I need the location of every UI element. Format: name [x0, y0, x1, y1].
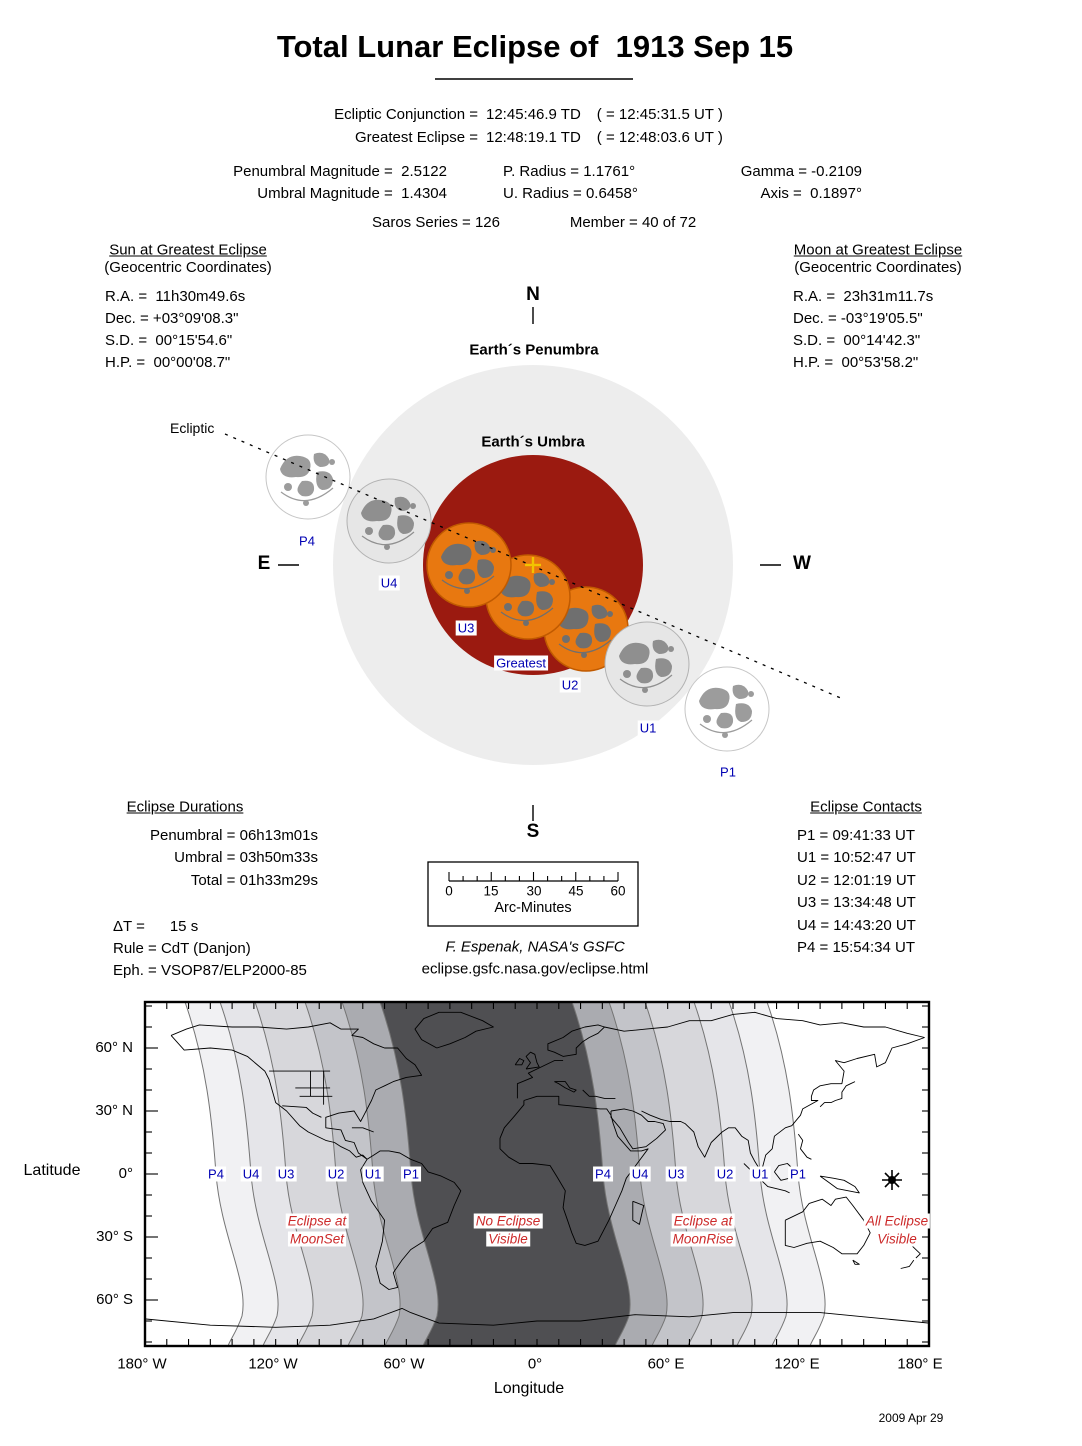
subsolar-sun-icon [882, 1170, 902, 1190]
lat-60n: 60° N [95, 1039, 133, 1056]
contact-time-u4: U4 = 14:43:20 UT [797, 917, 916, 934]
moon-heading: Moon at Greatest Eclipse [793, 241, 963, 259]
penumbral-radius: P. Radius = 1.1761° [503, 163, 636, 180]
scale-tick-0: 0 [445, 883, 453, 899]
moon-subheading: (Geocentric Coordinates) [794, 259, 962, 276]
contact-label-u4: U4 [380, 575, 398, 591]
contact-time-u3: U3 = 13:34:48 UT [797, 894, 916, 911]
contact-label-u2: U2 [561, 677, 579, 693]
annotation-moonset-2: MoonSet [289, 1231, 345, 1247]
moon-hp: H.P. = 00°53'58.2" [793, 354, 919, 371]
lat-30s: 30° S [96, 1228, 133, 1245]
annotation-moonset-1: Eclipse at [287, 1213, 347, 1229]
umbra-label: Earth´s Umbra [481, 433, 585, 451]
map-zone-right-u3: U3 [667, 1166, 685, 1182]
contact-time-p4: P4 = 15:54:34 UT [797, 939, 915, 956]
contact-label-greatest: Greatest [496, 655, 546, 671]
scale-tick-45: 45 [568, 883, 584, 899]
sun-sd: S.D. = 00°15'54.6" [105, 332, 233, 349]
credit-url: eclipse.gsfc.nasa.gov/eclipse.html [421, 960, 649, 978]
ecliptic-label: Ecliptic [170, 420, 215, 436]
ephemeris: Eph. = VSOP87/ELP2000-85 [113, 962, 307, 979]
contacts-heading: Eclipse Contacts [810, 798, 922, 816]
sun-hp: H.P. = 00°00'08.7" [105, 354, 231, 371]
conjunction-label: Ecliptic Conjunction = [334, 106, 478, 123]
lon-60w: 60° W [383, 1355, 425, 1373]
contact-label-u3: U3 [457, 620, 475, 636]
moon-u1 [605, 622, 689, 706]
east-label: E [257, 553, 271, 574]
sun-subheading: (Geocentric Coordinates) [104, 259, 272, 276]
date-stamp: 2009 Apr 29 [878, 1411, 944, 1425]
contact-time-u2: U2 = 12:01:19 UT [797, 872, 916, 889]
delta-t: ΔT = 15 s [113, 918, 199, 935]
lon-120e: 120° E [774, 1355, 820, 1373]
lat-30n: 30° N [95, 1102, 133, 1119]
map-zone-left-u1: U1 [364, 1166, 382, 1182]
map-zone-left-p4: P4 [208, 1166, 224, 1182]
south-label: S [526, 821, 540, 842]
penumbra-label: Earth´s Penumbra [469, 341, 599, 359]
penumbral-magnitude: Penumbral Magnitude = 2.5122 [233, 163, 447, 180]
duration-penumbral: Penumbral = 06h13m01s [149, 827, 318, 844]
contact-label-p4: P4 [299, 533, 315, 549]
durations-heading: Eclipse Durations [126, 798, 244, 816]
map-zone-left-u3: U3 [277, 1166, 295, 1182]
contact-time-p1: P1 = 09:41:33 UT [797, 827, 915, 844]
moon-p4 [266, 435, 350, 519]
saros-series: Saros Series = 126 [372, 214, 500, 231]
umbral-radius: U. Radius = 0.6458° [503, 185, 638, 202]
duration-total: Total = 01h33m29s [190, 872, 318, 889]
map-zone-right-u4: U4 [631, 1166, 649, 1182]
umbral-magnitude: Umbral Magnitude = 1.4304 [257, 185, 447, 202]
annotation-moonrise-1: Eclipse at [673, 1213, 733, 1229]
map-zone-right-u1: U1 [751, 1166, 769, 1182]
credit-author: F. Espenak, NASA's GSFC [445, 938, 625, 956]
lon-180e: 180° E [897, 1355, 943, 1373]
map-zone-right-p4: P4 [595, 1166, 611, 1182]
moon-ra: R.A. = 23h31m11.7s [793, 288, 934, 305]
lon-0: 0° [527, 1355, 543, 1373]
annotation-alleclipse-1: All Eclipse [865, 1213, 929, 1229]
saros-member: Member = 40 of 72 [569, 214, 697, 231]
greatest-ut: ( = 12:48:03.6 UT ) [596, 129, 723, 146]
greatest-label: Greatest Eclipse = [355, 129, 478, 146]
contact-label-p1: P1 [720, 764, 736, 780]
duration-umbral: Umbral = 03h50m33s [174, 849, 318, 866]
map-zone-left-u4: U4 [242, 1166, 260, 1182]
moon-dec: Dec. = -03°19'05.5" [793, 310, 923, 327]
page-title: Total Lunar Eclipse of 1913 Sep 15 [276, 29, 794, 64]
longitude-axis-label: Longitude [493, 1380, 565, 1397]
lon-120w: 120° W [248, 1355, 298, 1373]
moon-p1 [685, 667, 769, 751]
lat-0: 0° [118, 1165, 133, 1182]
sun-dec: Dec. = +03°09'08.3" [105, 310, 239, 327]
conjunction-ut: ( = 12:45:31.5 UT ) [596, 106, 723, 123]
map-zone-left-p1: P1 [403, 1166, 419, 1182]
moon-sd: S.D. = 00°14'42.3" [793, 332, 921, 349]
axis-value: Axis = 0.1897° [760, 185, 862, 202]
lon-180w: 180° W [117, 1355, 167, 1373]
annotation-moonrise-2: MoonRise [672, 1231, 734, 1247]
rule: Rule = CdT (Danjon) [113, 940, 251, 957]
visibility-map [145, 1002, 929, 1346]
lat-60s: 60° S [96, 1291, 133, 1308]
lon-60e: 60° E [647, 1355, 685, 1373]
latitude-axis-label: Latitude [23, 1162, 81, 1179]
map-zone-right-p1: P1 [790, 1166, 806, 1182]
scale-tick-15: 15 [483, 883, 499, 899]
north-label: N [526, 284, 540, 305]
annotation-alleclipse-2: Visible [877, 1231, 917, 1247]
scale-tick-60: 60 [610, 883, 626, 899]
annotation-noeclipse-1: No Eclipse [475, 1213, 541, 1229]
annotation-noeclipse-2: Visible [488, 1231, 528, 1247]
map-zone-left-u2: U2 [327, 1166, 345, 1182]
contact-time-u1: U1 = 10:52:47 UT [797, 849, 916, 866]
scale-unit: Arc-Minutes [494, 900, 572, 916]
conjunction-td: 12:45:46.9 TD [486, 106, 581, 123]
map-zone-right-u2: U2 [716, 1166, 734, 1182]
gamma-value: Gamma = -0.2109 [740, 163, 862, 180]
scale-tick-30: 30 [526, 883, 542, 899]
sun-heading: Sun at Greatest Eclipse [109, 241, 267, 259]
sun-ra: R.A. = 11h30m49.6s [105, 288, 246, 305]
contact-label-u1: U1 [639, 720, 657, 736]
greatest-td: 12:48:19.1 TD [486, 129, 581, 146]
west-label: W [793, 553, 811, 574]
moon-u3 [427, 523, 511, 607]
